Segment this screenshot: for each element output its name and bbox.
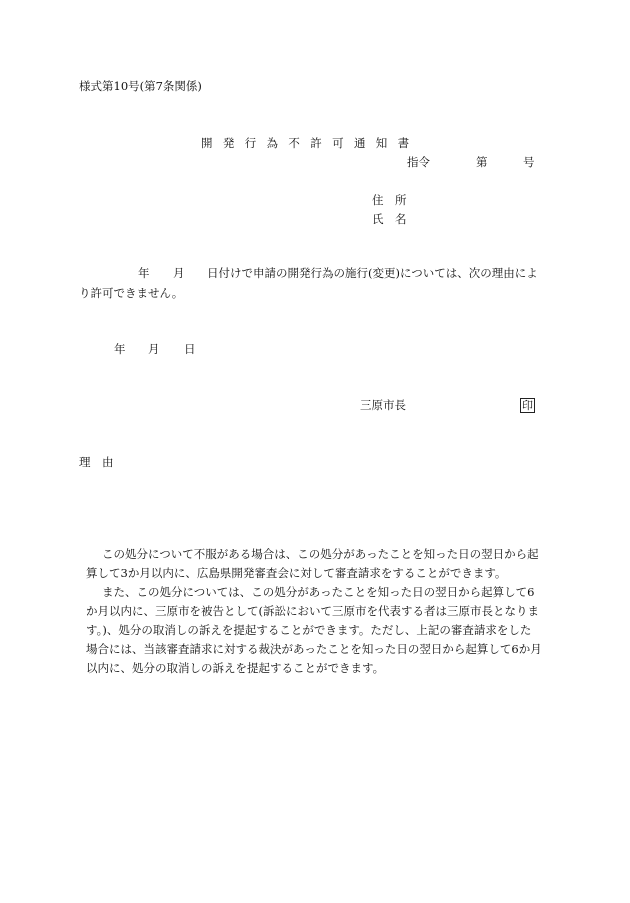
reason-label: 理 由 <box>79 455 114 469</box>
name-label: 氏 名 <box>372 212 407 226</box>
notice-line: 以内に、処分の取消しの訴えを提起することができます。 <box>86 661 385 675</box>
address-label: 住 所 <box>372 193 407 207</box>
ref-dai: 第 <box>476 155 488 169</box>
form-number: 様式第10号(第7条関係) <box>79 79 202 93</box>
app-month: 月 <box>173 266 185 280</box>
seal-text: 印 <box>522 399 533 412</box>
app-text-line2: り許可できません。 <box>79 286 184 300</box>
ref-prefix: 指令 <box>407 155 430 169</box>
app-text: 日付けで申請の開発行為の施行(変更)については、次の理由によ <box>207 266 538 280</box>
notice-line: 算して3か月以内に、広島県開発審査会に対して審査請求をすることができます。 <box>86 566 507 580</box>
issue-year: 年 <box>114 342 126 356</box>
document-title: 開発行為不許可通知書 <box>201 136 420 150</box>
notice-paragraph <box>86 583 556 678</box>
notice-line: 場合には、当該審査請求に対する裁決があったことを知った日の翌日から起算して6か月 <box>86 642 542 656</box>
notice-paragraph <box>86 545 556 583</box>
notice-line: また、この処分については、この処分があったことを知った日の翌日から起算して6 <box>102 585 535 599</box>
issue-month: 月 <box>148 342 160 356</box>
notice-line: す。)、処分の取消しの訴えを提起することができます。ただし、上記の審査請求をした <box>86 623 532 637</box>
ref-go: 号 <box>523 155 535 169</box>
notice-line: か月以内に、三原市を被告として(訴訟において三原市を代表する者は三原市長となりま <box>86 604 539 618</box>
issuer-name: 三原市長 <box>360 398 406 412</box>
notice-line: この処分について不服がある場合は、この処分があったことを知った日の翌日から起 <box>102 547 539 561</box>
seal-mark <box>520 398 535 413</box>
issue-day: 日 <box>184 342 196 356</box>
app-year: 年 <box>138 266 150 280</box>
